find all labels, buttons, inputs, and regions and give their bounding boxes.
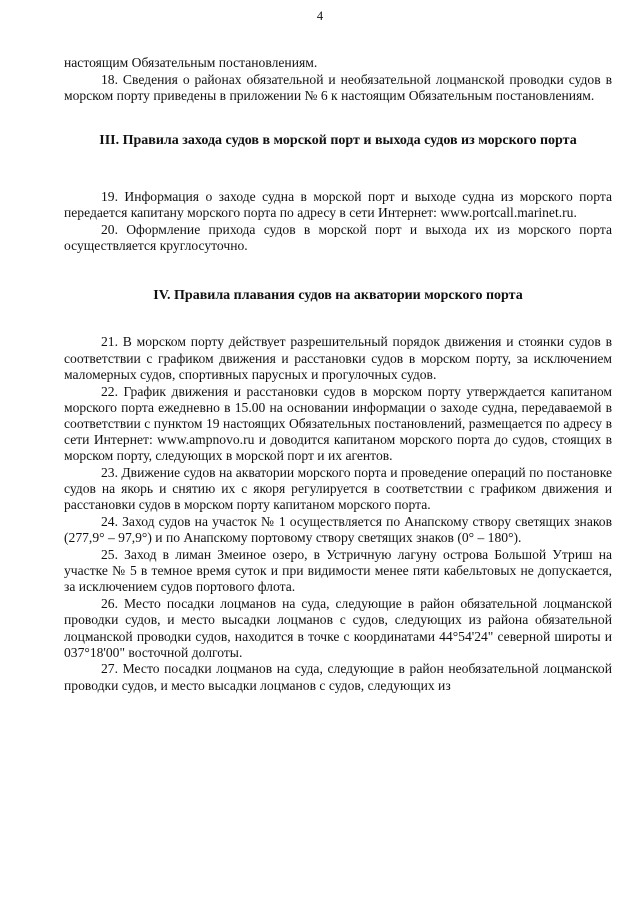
paragraph-26: 26. Место посадки лоцманов на суда, следующие в район обязательной лоцманской проводки судов, и место высадки лоцманов с судов, следующих из района обязательной лоцманской проводки судов, находится в точке с координатами 44°54'24" северной широты и 037°18'00" восточной долготы.	[64, 596, 612, 660]
continuation-paragraph: настоящим Обязательным постановлениям.	[64, 55, 318, 70]
section-3-heading: III. Правила захода судов в морской порт и выхода судов из морского порта	[99, 133, 577, 149]
paragraph-19: 19. Информация о заходе судна в морской порт и выходе судна из морского порта передается капитану морского порта по адресу в сети Интернет: www.portcall.marinet.ru.	[64, 189, 612, 221]
paragraph-24: 24. Заход судов на участок № 1 осуществляется по Анапскому створу светящих знаков (277,9° – 97,9°) и по Анапскому портовому створу светящих знаков (0° – 180°).	[64, 514, 612, 546]
paragraph-22: 22. График движения и расстановки судов в морском порту утверждается капитаном морского порта ежедневно в 15.00 на основании информации о заходе судна, передаваемой в соответствии с пунктом 19 настоящих Обязательных постановлений, размещается по адресу в сети Интернет: www.ampnovo.ru и доводится капитаном морского порта до судов, стоящих в морском порту, следующих в морской порт и их агентов.	[64, 383, 612, 464]
paragraph-25: 25. Заход в лиман Змеиное озеро, в Устричную лагуну острова Большой Утриш на участке № 5 в темное время суток и при видимости менее пяти кабельтовых не допускается, за исключением судов портового флота.	[64, 547, 612, 595]
section-4-heading: IV. Правила плавания судов на акватории морского порта	[153, 288, 523, 304]
paragraph-27: 27. Место посадки лоцманов на суда, следующие в район необязательной лоцманской проводки судов, и место высадки лоцманов с судов, следующих из	[64, 661, 612, 693]
paragraph-20: 20. Оформление прихода судов в морской порт и выхода их из морского порта осуществляется круглосуточно.	[64, 222, 612, 254]
paragraph-23: 23. Движение судов на акватории морского порта и проведение операций по постановке судов на якорь и снятию их с якоря регулируется в соответствии с графиком движения и расстановки судов в морском порту капитаном морского порта.	[64, 465, 612, 513]
page-number: 4	[316, 9, 324, 23]
document-body	[64, 55, 612, 694]
paragraph-21: 21. В морском порту действует разрешительный порядок движения и стоянки судов в соответствии с графиком движения и расстановки судов в морском порту, за исключением маломерных судов, спортивных парусных и прогулочных судов.	[64, 334, 612, 382]
paragraph-18: 18. Сведения о районах обязательной и необязательной лоцманской проводки судов в морском порту приведены в приложении № 6 к настоящим Обязательным постановлениям.	[64, 71, 612, 103]
